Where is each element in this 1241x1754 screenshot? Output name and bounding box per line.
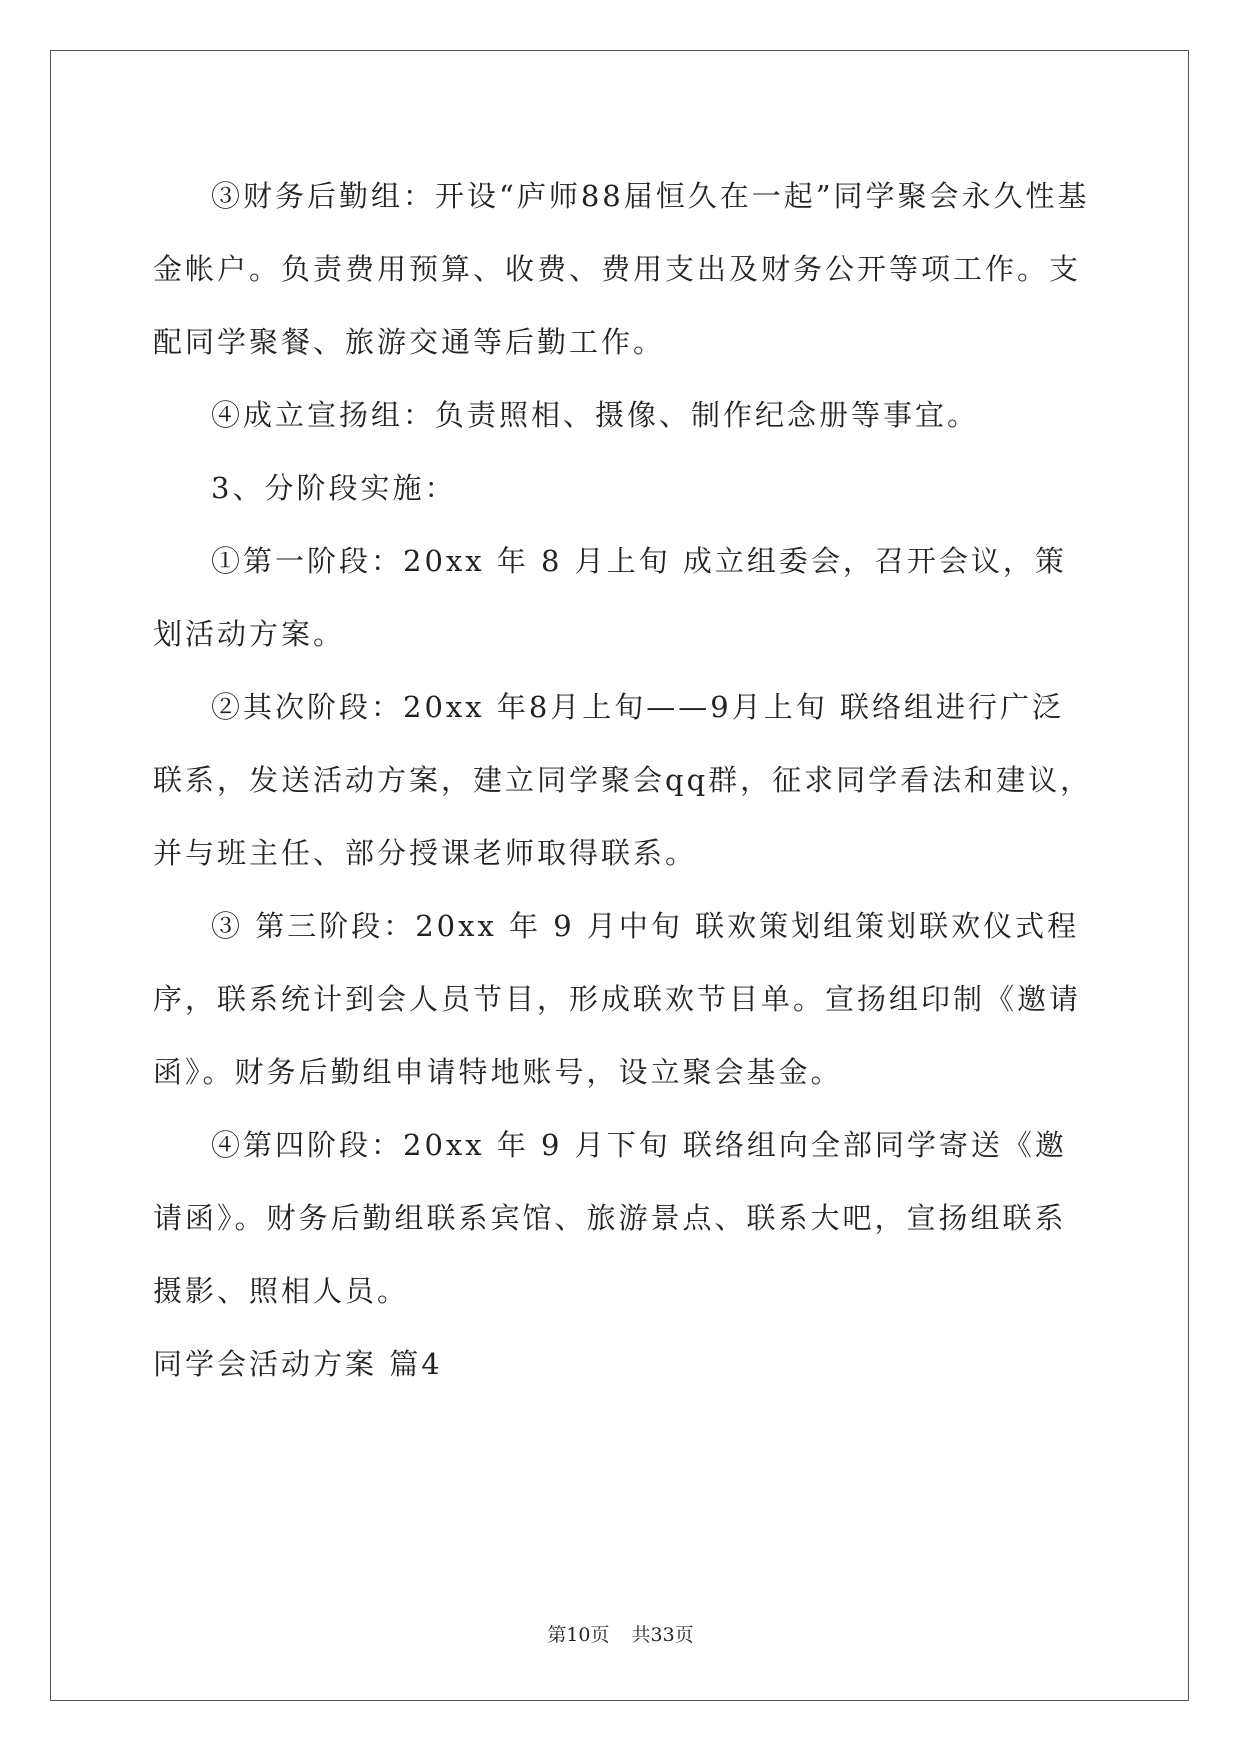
document-body <box>153 160 1093 1401</box>
page-number-current: 第10页 <box>547 1624 610 1646</box>
paragraph-phase-three: ③ 第三阶段：20xx 年 9 月中旬 联欢策划组策划联欢仪式程序，联系统计到会人员节目，形成联欢节目单。宣扬组印制《邀请函》。财务后勤组申请特地账号，设立聚会基金。 <box>153 909 1082 1089</box>
paragraph-phase-one: ①第一阶段：20xx 年 8 月上旬 成立组委会，召开会议，策划活动方案。 <box>153 544 1067 651</box>
paragraph-publicity-group: ④成立宣扬组：负责照相、摄像、制作纪念册等事宜。 <box>211 398 980 432</box>
paragraph-finance-group: ③财务后勤组：开设“庐师88届恒久在一起”同学聚会永久性基金帐户。负责费用预算、收费、费用支出及财务公开等项工作。支配同学聚餐、旅游交通等后勤工作。 <box>153 179 1090 359</box>
paragraph-phases-title: 3、分阶段实施： <box>211 471 457 505</box>
page-number-total: 共33页 <box>631 1624 694 1646</box>
section-heading: 同学会活动方案 篇4 <box>153 1347 443 1381</box>
page-footer <box>0 1620 1241 1647</box>
paragraph-phase-four: ④第四阶段：20xx 年 9 月下旬 联络组向全部同学寄送《邀请函》。财务后勤组联系宾馆、旅游景点、联系大吧，宣扬组联系摄影、照相人员。 <box>153 1128 1067 1308</box>
paragraph-phase-two: ②其次阶段：20xx 年8月上旬——9月上旬 联络组进行广泛联系，发送活动方案，建立同学聚会qq群，征求同学看法和建议，并与班主任、部分授课老师取得联系。 <box>153 690 1093 870</box>
